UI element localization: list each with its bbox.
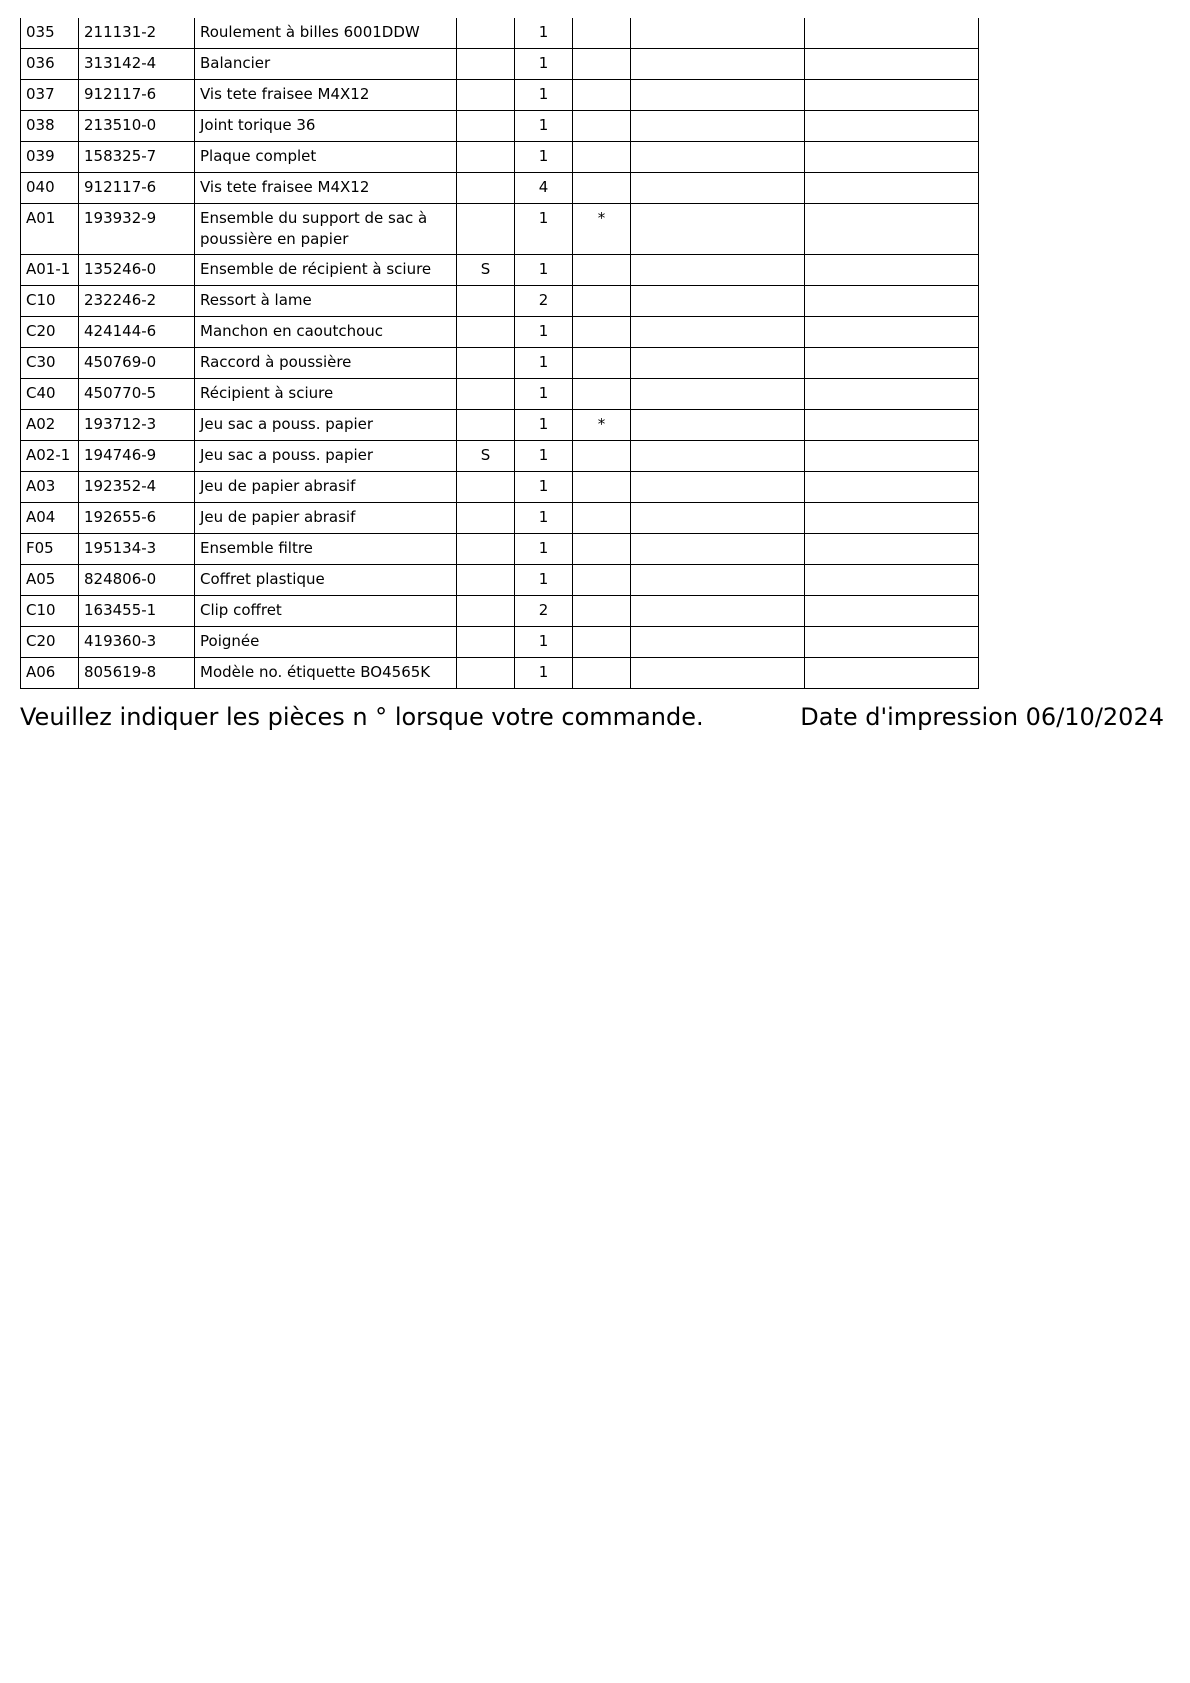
quantity-cell: 1 (515, 410, 573, 441)
blank-cell (631, 596, 805, 627)
part-no-cell: 313142-4 (79, 49, 195, 80)
blank-cell (631, 49, 805, 80)
part-no-cell: 232246-2 (79, 286, 195, 317)
description-cell: Roulement à billes 6001DDW (195, 18, 457, 49)
table-row (21, 472, 979, 503)
table-row (21, 596, 979, 627)
blank-cell (805, 441, 979, 472)
blank-cell (805, 111, 979, 142)
description-cell: Ensemble filtre (195, 534, 457, 565)
quantity-cell: 1 (515, 379, 573, 410)
table-row (21, 173, 979, 204)
blank-cell (631, 286, 805, 317)
flag-cell: S (457, 441, 515, 472)
mark-cell (573, 379, 631, 410)
quantity-cell: 1 (515, 80, 573, 111)
item-no-cell: 040 (21, 173, 79, 204)
description-cell: Modèle no. étiquette BO4565K (195, 658, 457, 689)
quantity-cell: 1 (515, 534, 573, 565)
blank-cell (805, 534, 979, 565)
flag-cell (457, 503, 515, 534)
part-no-cell: 213510-0 (79, 111, 195, 142)
parts-table (20, 18, 979, 689)
mark-cell (573, 472, 631, 503)
flag-cell (457, 173, 515, 204)
flag-cell (457, 204, 515, 255)
quantity-cell: 2 (515, 286, 573, 317)
flag-cell (457, 379, 515, 410)
blank-cell (805, 204, 979, 255)
description-cell: Balancier (195, 49, 457, 80)
mark-cell (573, 348, 631, 379)
blank-cell (631, 627, 805, 658)
blank-cell (631, 534, 805, 565)
quantity-cell: 1 (515, 18, 573, 49)
blank-cell (805, 317, 979, 348)
item-no-cell: A03 (21, 472, 79, 503)
order-instruction-note: Veuillez indiquer les pièces n ° lorsque votre commande. (20, 703, 704, 731)
item-no-cell: 039 (21, 142, 79, 173)
part-no-cell: 193712-3 (79, 410, 195, 441)
part-no-cell: 211131-2 (79, 18, 195, 49)
table-row (21, 286, 979, 317)
flag-cell (457, 658, 515, 689)
blank-cell (631, 18, 805, 49)
part-no-cell: 912117-6 (79, 80, 195, 111)
table-row (21, 255, 979, 286)
part-no-cell: 824806-0 (79, 565, 195, 596)
item-no-cell: C40 (21, 379, 79, 410)
item-no-cell: 036 (21, 49, 79, 80)
description-cell: Poignée (195, 627, 457, 658)
blank-cell (805, 142, 979, 173)
part-no-cell: 135246-0 (79, 255, 195, 286)
table-row (21, 658, 979, 689)
quantity-cell: 1 (515, 111, 573, 142)
quantity-cell: 1 (515, 142, 573, 173)
quantity-cell: 4 (515, 173, 573, 204)
flag-cell (457, 286, 515, 317)
print-date: Date d'impression 06/10/2024 (800, 703, 1164, 731)
part-no-cell: 192352-4 (79, 472, 195, 503)
mark-cell (573, 503, 631, 534)
flag-cell (457, 80, 515, 111)
blank-cell (631, 204, 805, 255)
blank-cell (805, 410, 979, 441)
blank-cell (805, 286, 979, 317)
flag-cell (457, 472, 515, 503)
item-no-cell: C20 (21, 627, 79, 658)
item-no-cell: 037 (21, 80, 79, 111)
item-no-cell: C20 (21, 317, 79, 348)
table-row (21, 410, 979, 441)
table-row (21, 80, 979, 111)
mark-cell (573, 286, 631, 317)
flag-cell (457, 565, 515, 596)
blank-cell (805, 255, 979, 286)
flag-cell (457, 18, 515, 49)
part-no-cell: 193932-9 (79, 204, 195, 255)
quantity-cell: 1 (515, 255, 573, 286)
blank-cell (805, 472, 979, 503)
description-cell: Clip coffret (195, 596, 457, 627)
mark-cell: * (573, 204, 631, 255)
description-cell: Ensemble de récipient à sciure (195, 255, 457, 286)
item-no-cell: C10 (21, 286, 79, 317)
flag-cell (457, 410, 515, 441)
table-row (21, 503, 979, 534)
description-cell: Jeu de papier abrasif (195, 472, 457, 503)
table-row (21, 348, 979, 379)
item-no-cell: 038 (21, 111, 79, 142)
part-no-cell: 158325-7 (79, 142, 195, 173)
mark-cell (573, 627, 631, 658)
table-row (21, 49, 979, 80)
description-cell: Joint torique 36 (195, 111, 457, 142)
blank-cell (805, 596, 979, 627)
quantity-cell: 1 (515, 472, 573, 503)
description-cell: Plaque complet (195, 142, 457, 173)
description-cell: Coffret plastique (195, 565, 457, 596)
blank-cell (631, 80, 805, 111)
table-row (21, 317, 979, 348)
table-row (21, 534, 979, 565)
description-cell: Ressort à lame (195, 286, 457, 317)
table-row (21, 565, 979, 596)
mark-cell (573, 49, 631, 80)
blank-cell (631, 658, 805, 689)
table-row (21, 142, 979, 173)
mark-cell: * (573, 410, 631, 441)
blank-cell (631, 173, 805, 204)
description-cell: Vis tete fraisee M4X12 (195, 80, 457, 111)
part-no-cell: 419360-3 (79, 627, 195, 658)
description-cell: Récipient à sciure (195, 379, 457, 410)
blank-cell (805, 379, 979, 410)
quantity-cell: 1 (515, 348, 573, 379)
part-no-cell: 195134-3 (79, 534, 195, 565)
description-cell: Raccord à poussière (195, 348, 457, 379)
table-row (21, 441, 979, 472)
mark-cell (573, 173, 631, 204)
blank-cell (805, 80, 979, 111)
blank-cell (631, 255, 805, 286)
description-cell: Vis tete fraisee M4X12 (195, 173, 457, 204)
blank-cell (805, 18, 979, 49)
blank-cell (805, 627, 979, 658)
blank-cell (631, 503, 805, 534)
item-no-cell: C30 (21, 348, 79, 379)
part-no-cell: 912117-6 (79, 173, 195, 204)
quantity-cell: 1 (515, 658, 573, 689)
flag-cell (457, 348, 515, 379)
blank-cell (805, 173, 979, 204)
table-row (21, 18, 979, 49)
mark-cell (573, 142, 631, 173)
quantity-cell: 2 (515, 596, 573, 627)
quantity-cell: 1 (515, 317, 573, 348)
part-no-cell: 450769-0 (79, 348, 195, 379)
blank-cell (631, 472, 805, 503)
item-no-cell: A02 (21, 410, 79, 441)
description-cell: Jeu sac a pouss. papier (195, 410, 457, 441)
flag-cell: S (457, 255, 515, 286)
part-no-cell: 163455-1 (79, 596, 195, 627)
flag-cell (457, 627, 515, 658)
description-cell: Manchon en caoutchouc (195, 317, 457, 348)
description-cell: Jeu sac a pouss. papier (195, 441, 457, 472)
flag-cell (457, 111, 515, 142)
blank-cell (631, 565, 805, 596)
item-no-cell: F05 (21, 534, 79, 565)
part-no-cell: 424144-6 (79, 317, 195, 348)
blank-cell (631, 441, 805, 472)
item-no-cell: C10 (21, 596, 79, 627)
mark-cell (573, 596, 631, 627)
item-no-cell: 035 (21, 18, 79, 49)
blank-cell (805, 658, 979, 689)
mark-cell (573, 565, 631, 596)
part-no-cell: 194746-9 (79, 441, 195, 472)
item-no-cell: A05 (21, 565, 79, 596)
blank-cell (631, 379, 805, 410)
blank-cell (805, 49, 979, 80)
table-row (21, 379, 979, 410)
quantity-cell: 1 (515, 627, 573, 658)
blank-cell (805, 503, 979, 534)
blank-cell (631, 317, 805, 348)
description-cell: Ensemble du support de sac à poussière en papier (195, 204, 457, 255)
part-no-cell: 450770-5 (79, 379, 195, 410)
item-no-cell: A01-1 (21, 255, 79, 286)
mark-cell (573, 441, 631, 472)
quantity-cell: 1 (515, 49, 573, 80)
table-row (21, 111, 979, 142)
mark-cell (573, 18, 631, 49)
parts-table-body (21, 18, 979, 689)
flag-cell (457, 49, 515, 80)
quantity-cell: 1 (515, 441, 573, 472)
mark-cell (573, 80, 631, 111)
flag-cell (457, 317, 515, 348)
part-no-cell: 192655-6 (79, 503, 195, 534)
table-row (21, 204, 979, 255)
description-cell: Jeu de papier abrasif (195, 503, 457, 534)
mark-cell (573, 111, 631, 142)
item-no-cell: A01 (21, 204, 79, 255)
quantity-cell: 1 (515, 565, 573, 596)
mark-cell (573, 534, 631, 565)
item-no-cell: A06 (21, 658, 79, 689)
item-no-cell: A02-1 (21, 441, 79, 472)
blank-cell (631, 111, 805, 142)
blank-cell (631, 142, 805, 173)
item-no-cell: A04 (21, 503, 79, 534)
flag-cell (457, 142, 515, 173)
quantity-cell: 1 (515, 503, 573, 534)
mark-cell (573, 317, 631, 348)
blank-cell (631, 410, 805, 441)
part-no-cell: 805619-8 (79, 658, 195, 689)
mark-cell (573, 255, 631, 286)
table-row (21, 627, 979, 658)
quantity-cell: 1 (515, 204, 573, 255)
mark-cell (573, 658, 631, 689)
blank-cell (631, 348, 805, 379)
blank-cell (805, 348, 979, 379)
flag-cell (457, 534, 515, 565)
blank-cell (805, 565, 979, 596)
flag-cell (457, 596, 515, 627)
